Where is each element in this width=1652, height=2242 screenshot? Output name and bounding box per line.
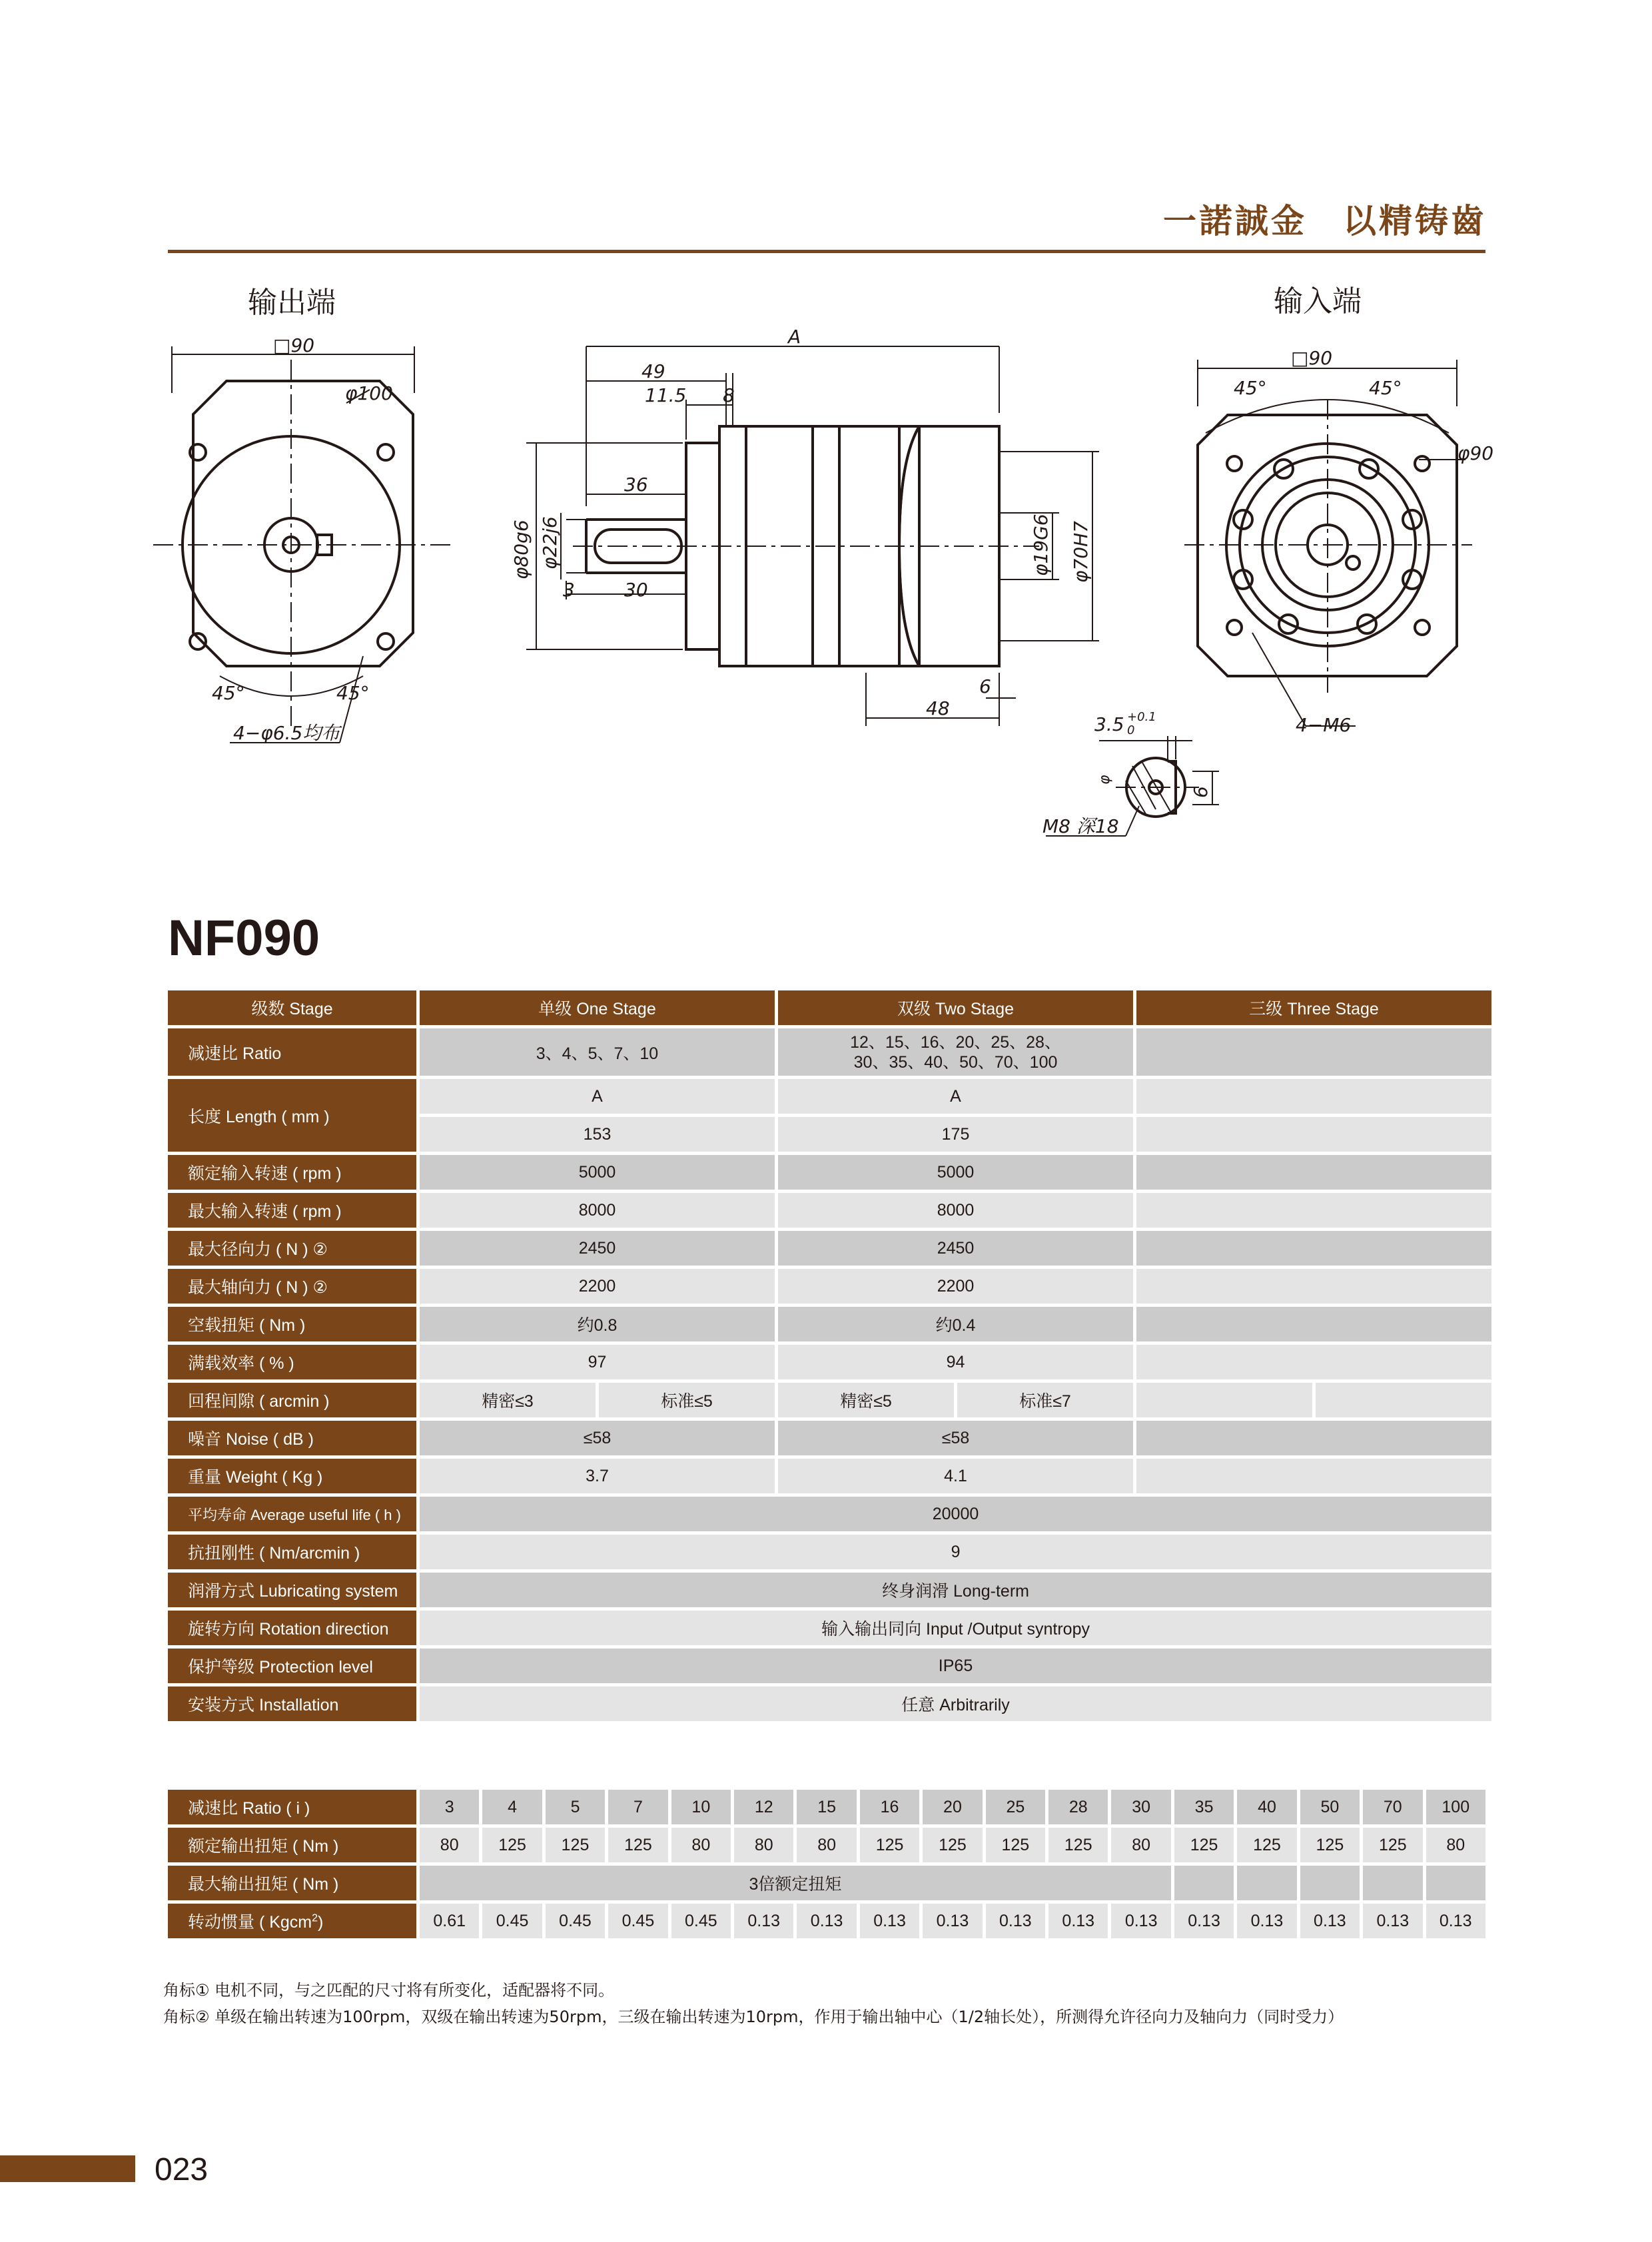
table-cell: 125 (1237, 1828, 1296, 1862)
table-cell: 2200 (778, 1269, 1133, 1304)
dim-key-width: 3.5 (1094, 713, 1124, 735)
table-cell: 0.13 (860, 1904, 919, 1938)
dim-angle-1: 45° (212, 682, 245, 704)
table-cell (1426, 1866, 1486, 1900)
dim-dia22: φ22j6 (539, 516, 561, 569)
table-row (168, 1231, 1491, 1266)
table-cell: 平均寿命 Average useful life ( h ) (168, 1497, 416, 1531)
backlash-two-standard: 标准≤7 (957, 1383, 1133, 1417)
table-row (168, 1828, 1485, 1862)
dim-A: A (788, 326, 801, 348)
table-row (168, 1535, 1491, 1569)
dim-angle-4: 45° (1369, 377, 1402, 399)
dim-key-tol-dn: 0 (1127, 723, 1135, 737)
table-cell: 5000 (420, 1155, 775, 1190)
table-cell: 100 (1426, 1790, 1486, 1824)
table-cell: 8000 (778, 1193, 1133, 1228)
table-row (168, 1686, 1491, 1721)
header-three-stage: 三级 Three Stage (1136, 990, 1491, 1025)
table-cell: 10 (671, 1790, 731, 1824)
table-cell: 25 (986, 1790, 1045, 1824)
table-cell: 约0.8 (420, 1307, 775, 1341)
rated-torque-label: 额定输出扭矩 ( Nm ) (168, 1828, 416, 1862)
table-cell: 安装方式 Installation (168, 1686, 416, 1721)
table-row (168, 1459, 1491, 1493)
dim-6: 6 (979, 675, 991, 697)
table-cell: 最大轴向力 ( N ) ② (168, 1269, 416, 1304)
output-end-view (153, 346, 453, 743)
inertia-label: 转动惯量 ( Kgcm$^2$) (168, 1904, 416, 1938)
table-cell: 80 (1111, 1828, 1170, 1862)
table-cell: 最大输入转速 ( rpm ) (168, 1193, 416, 1228)
table-cell (1136, 1421, 1491, 1455)
table-row (168, 1155, 1491, 1190)
table-cell: 保护等级 Protection level (168, 1649, 416, 1683)
torque-table (165, 1786, 1489, 1942)
dim-3: 3 (563, 579, 575, 601)
length-two-a: A (778, 1079, 1133, 1114)
table-cell (1237, 1866, 1296, 1900)
table-cell: 0.13 (923, 1904, 982, 1938)
table-row (168, 1383, 1491, 1417)
table-cell: 0.13 (1363, 1904, 1422, 1938)
table-cell (1136, 1155, 1491, 1190)
table-cell: 125 (860, 1828, 919, 1862)
table-row (168, 1345, 1491, 1379)
table-cell: 125 (546, 1828, 605, 1862)
table-cell: 抗扭刚性 ( Nm/arcmin ) (168, 1535, 416, 1569)
table-cell: 50 (1300, 1790, 1360, 1824)
table-cell: 7 (608, 1790, 667, 1824)
table-cell: 125 (1174, 1828, 1234, 1862)
ratio-two: 12、15、16、20、25、28、 30、35、40、50、70、100 (778, 1028, 1133, 1076)
table-cell: 润滑方式 Lubricating system (168, 1573, 416, 1607)
table-cell: 3 (420, 1790, 479, 1824)
table-row (168, 1790, 1485, 1824)
spec-table (165, 987, 1495, 1724)
backlash-one-standard: 标准≤5 (599, 1383, 775, 1417)
dim-circ: φ (1096, 775, 1113, 785)
table-cell: 20 (923, 1790, 982, 1824)
length-one-value: 153 (420, 1117, 775, 1152)
table-cell: 125 (986, 1828, 1045, 1862)
table-cell: 80 (420, 1828, 479, 1862)
dimension-labels (212, 326, 1493, 837)
ratio-three (1136, 1028, 1491, 1076)
backlash-three-standard (1316, 1383, 1491, 1417)
table-cell (1300, 1866, 1360, 1900)
dim-dia80: φ80g6 (510, 520, 532, 579)
brand-slogan: 一諾誠金 以精铸齒 (1163, 201, 1487, 240)
footnotes (163, 1977, 1344, 2030)
table-cell: 40 (1237, 1790, 1296, 1824)
table-cell: 80 (671, 1828, 731, 1862)
table-row (168, 1421, 1491, 1455)
ratio-one: 3、4、5、7、10 (420, 1028, 775, 1076)
table-cell: ≤58 (778, 1421, 1133, 1455)
header-one-stage: 单级 One Stage (420, 990, 775, 1025)
dim-36: 36 (624, 474, 648, 496)
table-cell: 额定输入转速 ( rpm ) (168, 1155, 416, 1190)
table-cell: 2450 (420, 1231, 775, 1266)
table-cell: ≤58 (420, 1421, 775, 1455)
page-bar (0, 2155, 135, 2182)
table-cell: 80 (734, 1828, 793, 1862)
table-cell (1136, 1459, 1491, 1493)
header-two-stage: 双级 Two Stage (778, 990, 1133, 1025)
input-end-view (1184, 360, 1472, 726)
table-row (168, 1497, 1491, 1531)
table-cell (1136, 1269, 1491, 1304)
dim-key-tol-up: +0.1 (1127, 710, 1156, 724)
table-cell: 5 (546, 1790, 605, 1824)
table-cell: 0.13 (1300, 1904, 1360, 1938)
length-one-a: A (420, 1079, 775, 1114)
dim-dia70: φ70H7 (1070, 521, 1092, 583)
table-cell: 35 (1174, 1790, 1234, 1824)
table-cell (1363, 1866, 1422, 1900)
table-cell (1136, 1307, 1491, 1341)
table-cell: 125 (482, 1828, 542, 1862)
table-cell: 70 (1363, 1790, 1422, 1824)
output-end-label: 输出端 (248, 286, 336, 320)
table-row (168, 1573, 1491, 1607)
footnote-1: 角标① 电机不同，与之匹配的尺寸将有所变化，适配器将不同。 (163, 1981, 615, 2000)
table-cell (1136, 1193, 1491, 1228)
dim-angle-2: 45° (336, 682, 370, 704)
table-row (168, 1866, 1485, 1900)
table-cell: 0.13 (1111, 1904, 1170, 1938)
table-row (168, 1028, 1491, 1076)
table-row (168, 1904, 1485, 1938)
table-cell: 15 (797, 1790, 856, 1824)
dim-square-in: □90 (1291, 347, 1333, 369)
row-label: 回程间隙 ( arcmin ) (168, 1383, 416, 1417)
side-view (526, 346, 1099, 726)
table-cell: 满载效率 ( % ) (168, 1345, 416, 1379)
table-cell: 最大径向力 ( N ) ② (168, 1231, 416, 1266)
table-cell: 0.13 (734, 1904, 793, 1938)
table-row (168, 1269, 1491, 1304)
table-cell: 125 (923, 1828, 982, 1862)
dim-49: 49 (641, 360, 665, 382)
table-cell: 20000 (420, 1497, 1491, 1531)
table-cell: 噪音 Noise ( dB ) (168, 1421, 416, 1455)
table-cell: 0.45 (482, 1904, 542, 1938)
table-cell (1136, 1231, 1491, 1266)
backlash-two-precision: 精密≤5 (778, 1383, 954, 1417)
table-cell: 空载扭矩 ( Nm ) (168, 1307, 416, 1341)
table-cell: 重量 Weight ( Kg ) (168, 1459, 416, 1493)
table-cell: 0.45 (608, 1904, 667, 1938)
table-cell (1136, 1345, 1491, 1379)
dim-dia90: φ90 (1457, 442, 1494, 464)
table-cell: IP65 (420, 1649, 1491, 1683)
table-cell: 125 (608, 1828, 667, 1862)
table-cell: 2450 (778, 1231, 1133, 1266)
dim-dia19: φ19G6 (1030, 514, 1052, 576)
table-cell: 2200 (420, 1269, 775, 1304)
table-cell (1174, 1866, 1234, 1900)
table-row (168, 1611, 1491, 1645)
table-cell: 125 (1048, 1828, 1108, 1862)
max-torque-value: 3倍额定扭矩 (420, 1866, 1171, 1900)
table-cell: 0.61 (420, 1904, 479, 1938)
row-label: 减速比 Ratio (168, 1028, 416, 1076)
dim-holes-out: 4−φ6.5均布 (233, 722, 340, 744)
table-cell: 0.45 (546, 1904, 605, 1938)
dim-30: 30 (624, 579, 648, 601)
dim-48: 48 (926, 697, 950, 719)
table-cell: 0.45 (671, 1904, 731, 1938)
table-cell: 8000 (420, 1193, 775, 1228)
max-torque-label: 最大输出扭矩 ( Nm ) (168, 1866, 416, 1900)
table-cell: 3.7 (420, 1459, 775, 1493)
table-cell: 旋转方向 Rotation direction (168, 1611, 416, 1645)
table-cell: 16 (860, 1790, 919, 1824)
table-cell: 125 (1300, 1828, 1360, 1862)
dim-11-5: 11.5 (645, 384, 687, 406)
table-cell: 94 (778, 1345, 1133, 1379)
table-cell: 4.1 (778, 1459, 1133, 1493)
table-cell: 0.13 (1237, 1904, 1296, 1938)
table-row (168, 1193, 1491, 1228)
footnote-2: 角标② 单级在输出转速为100rpm，双级在输出转速为50rpm，三级在输出转速为10rpm，作用于输出轴中心（1/2轴长处），所测得允许径向力及轴向力（同时受力） (163, 2008, 1344, 2026)
table-cell: 约0.4 (778, 1307, 1133, 1341)
dim-m8: M8 深18 (1042, 815, 1119, 837)
table-row (168, 1649, 1491, 1683)
table-cell: 0.13 (1048, 1904, 1108, 1938)
table-cell: 80 (1426, 1828, 1486, 1862)
table-cell: 0.13 (1174, 1904, 1234, 1938)
table-cell: 0.13 (797, 1904, 856, 1938)
dim-dia100: φ100 (345, 382, 393, 404)
table-cell: 任意 Arbitrarily (420, 1686, 1491, 1721)
table-cell: 5000 (778, 1155, 1133, 1190)
dim-holes-in: 4−M6 (1296, 714, 1352, 736)
dim-key-6: 6 (1190, 786, 1212, 798)
dim-square-out: □90 (273, 334, 315, 356)
table-row (168, 1307, 1491, 1341)
dim-8: 8 (723, 384, 735, 406)
table-cell: 97 (420, 1345, 775, 1379)
table-cell: 终身润滑 Long-term (420, 1573, 1491, 1607)
length-two-value: 175 (778, 1117, 1133, 1152)
table-cell: 输入输出同向 Input /Output syntropy (420, 1611, 1491, 1645)
table-cell: 9 (420, 1535, 1491, 1569)
table-cell: 80 (797, 1828, 856, 1862)
header-stage: 级数 Stage (168, 990, 416, 1025)
model-title: NF090 (168, 910, 320, 966)
row-label: 长度 Length ( mm ) (168, 1079, 416, 1152)
length-three-a (1136, 1079, 1491, 1114)
table-row (168, 1079, 1491, 1114)
backlash-three-precision (1136, 1383, 1312, 1417)
technical-drawing (0, 0, 1652, 866)
table-cell: 0.13 (1426, 1904, 1486, 1938)
table-cell: 30 (1111, 1790, 1170, 1824)
input-end-label: 输入端 (1274, 284, 1362, 318)
length-three-value (1136, 1117, 1491, 1152)
backlash-one-precision: 精密≤3 (420, 1383, 596, 1417)
table-cell: 4 (482, 1790, 542, 1824)
ratio-label: 减速比 Ratio ( i ) (168, 1790, 416, 1824)
table-cell: 28 (1048, 1790, 1108, 1824)
table-row (168, 990, 1491, 1025)
dim-angle-3: 45° (1234, 377, 1267, 399)
table-cell: 0.13 (986, 1904, 1045, 1938)
page-number: 023 (155, 2152, 208, 2187)
table-cell: 12 (734, 1790, 793, 1824)
table-cell: 125 (1363, 1828, 1422, 1862)
